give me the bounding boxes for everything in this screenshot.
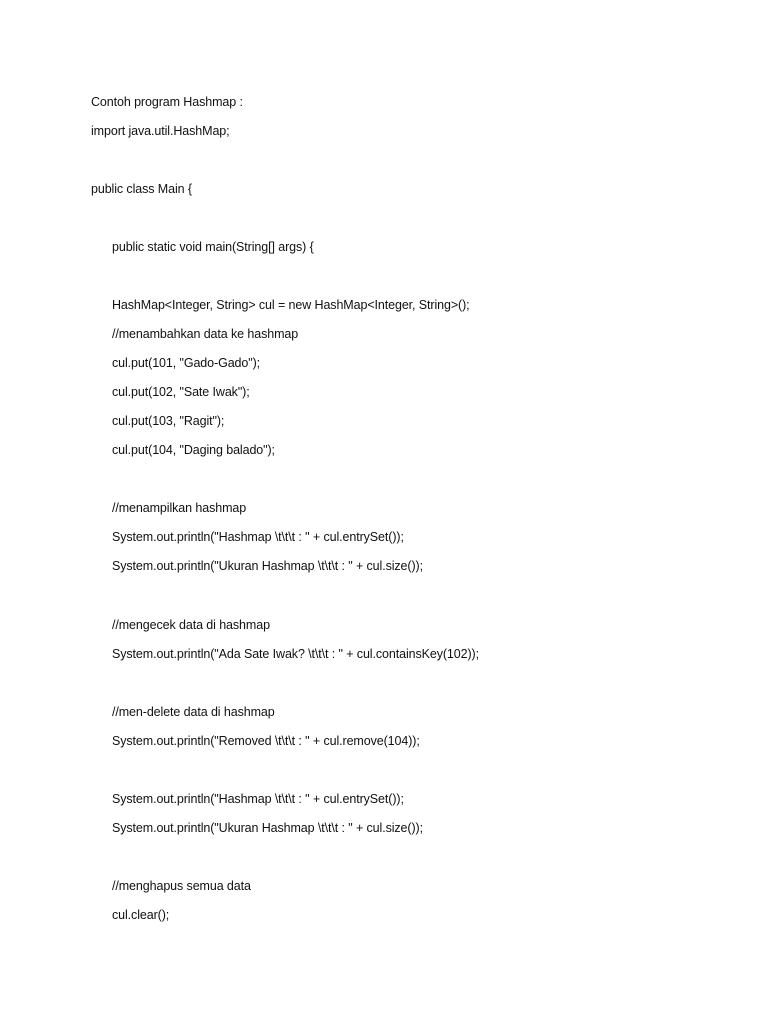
code-line-print-containskey: System.out.println("Ada Sate Iwak? \t\t\t : " + cul.containsKey(102)); [112, 647, 479, 661]
code-line-print-remove: System.out.println("Removed \t\t\t : " + cul.remove(104)); [112, 734, 420, 748]
code-line-import: import java.util.HashMap; [91, 124, 230, 138]
code-line-main-method: public static void main(String[] args) { [112, 240, 314, 254]
code-line-hashmap-declaration: HashMap<Integer, String> cul = new HashMap<Integer, String>(); [112, 298, 470, 312]
code-line-print-size: System.out.println("Ukuran Hashmap \t\t\t : " + cul.size()); [112, 559, 423, 573]
code-line-print-entryset: System.out.println("Hashmap \t\t\t : " + cul.entrySet()); [112, 530, 404, 544]
code-line-put-103: cul.put(103, "Ragit"); [112, 414, 225, 428]
code-line-clear: cul.clear(); [112, 908, 170, 922]
code-comment-show-hashmap: //menampilkan hashmap [112, 501, 247, 515]
code-comment-clear-data: //menghapus semua data [112, 879, 251, 893]
code-line-put-101: cul.put(101, "Gado-Gado"); [112, 356, 261, 370]
code-comment-delete-data: //men-delete data di hashmap [112, 705, 275, 719]
code-line-print-size-after: System.out.println("Ukuran Hashmap \t\t\t : " + cul.size()); [112, 821, 423, 835]
code-line-print-entryset-after: System.out.println("Hashmap \t\t\t : " + cul.entrySet()); [112, 792, 404, 806]
code-comment-check-data: //mengecek data di hashmap [112, 618, 270, 632]
document-heading: Contoh program Hashmap : [91, 95, 243, 109]
code-comment-add-data: //menambahkan data ke hashmap [112, 327, 299, 341]
code-line-class-declaration: public class Main { [91, 182, 192, 196]
code-line-put-102: cul.put(102, "Sate Iwak"); [112, 385, 250, 399]
code-line-put-104: cul.put(104, "Daging balado"); [112, 443, 275, 457]
